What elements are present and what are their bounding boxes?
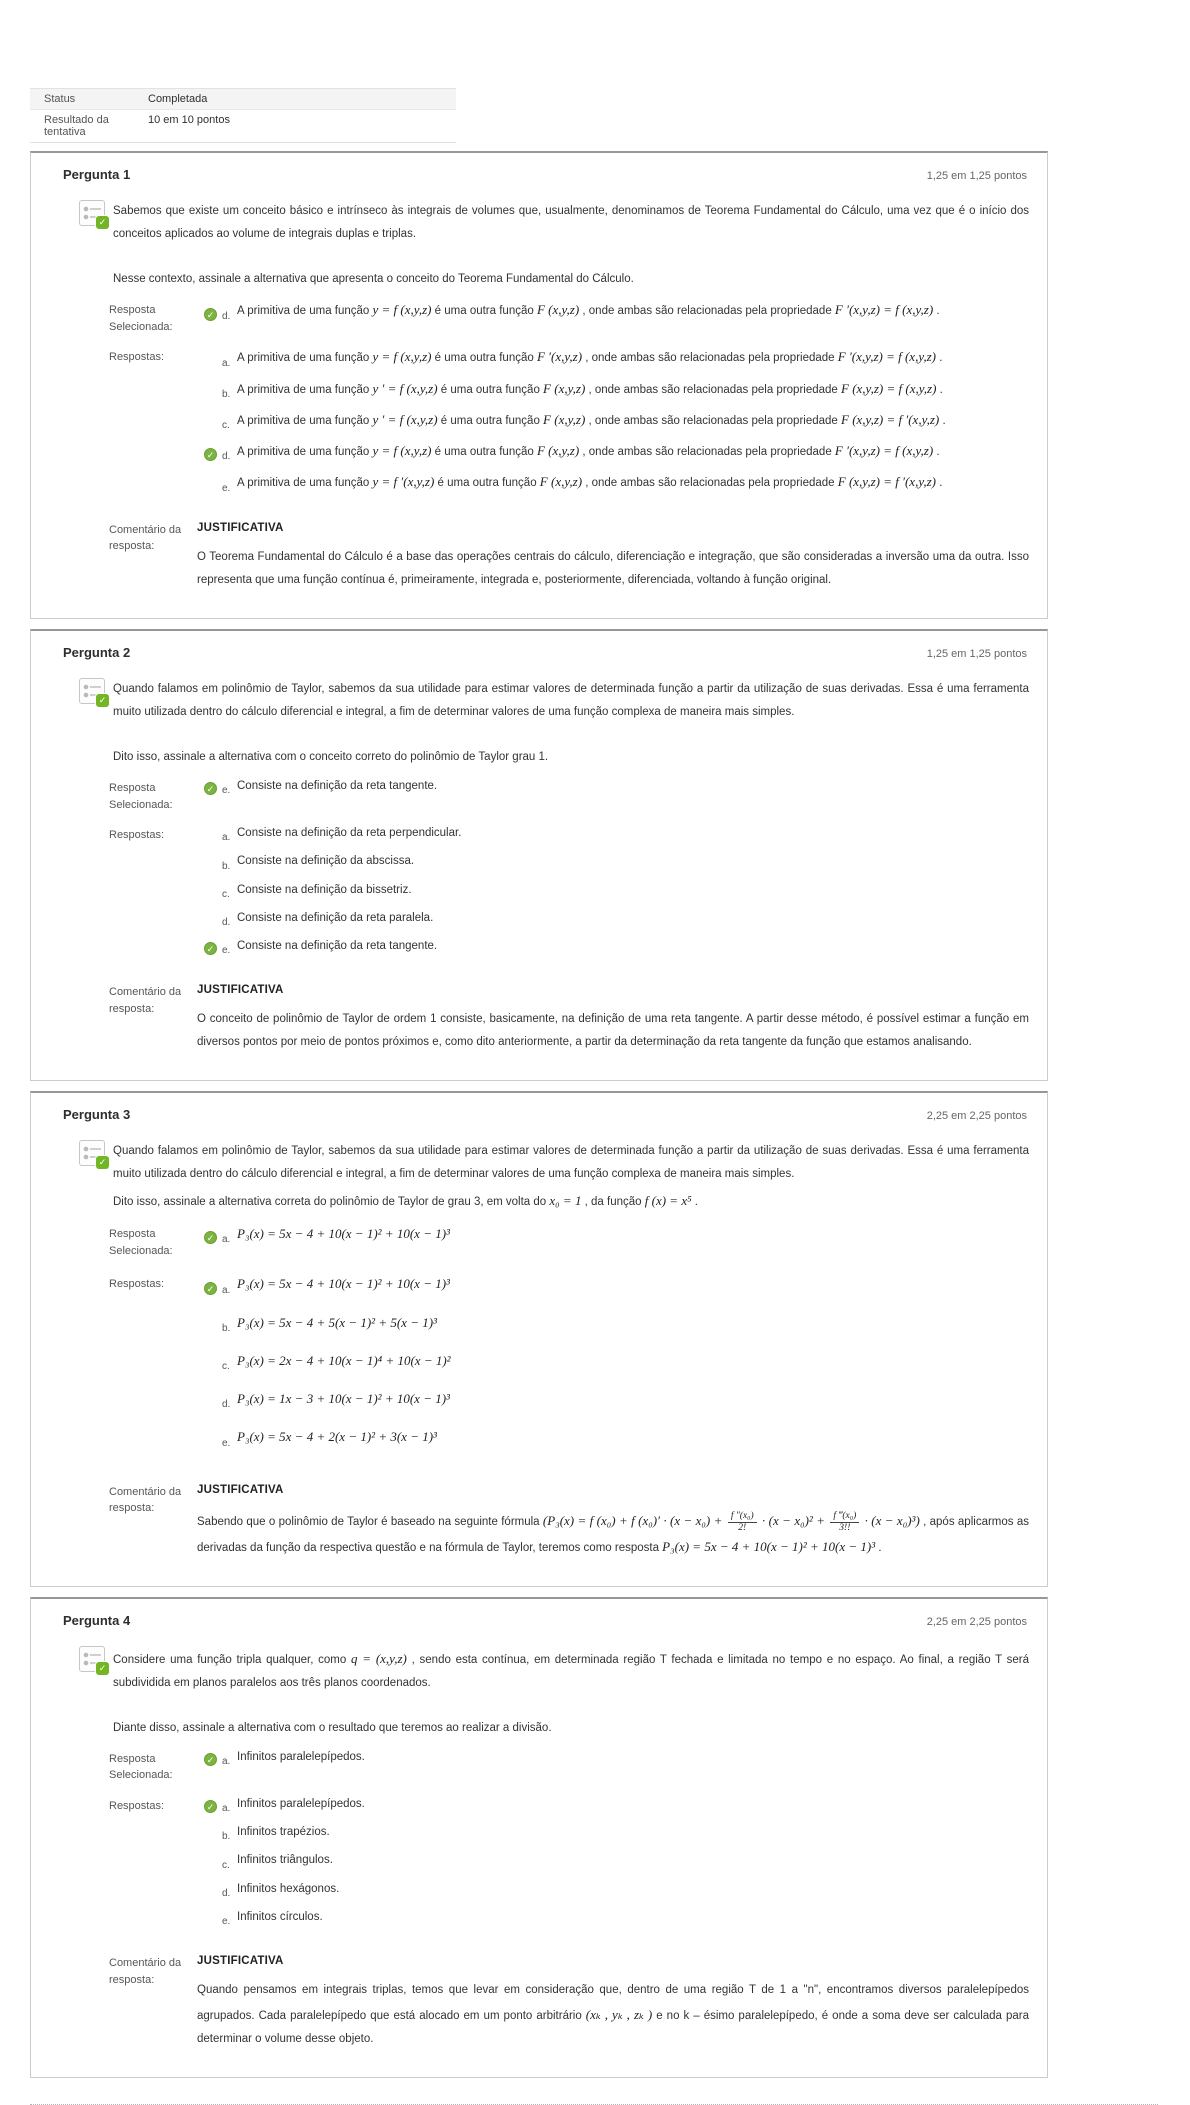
text-segment: A primitiva de uma função: [237, 477, 373, 490]
question-prompt-text: [113, 200, 1029, 246]
text-segment: O conceito de polinômio de Taylor de ordem 1 consiste, basicamente, na definição de uma reta tangente. A partir desse método, é possível estimar a função em diversos pontos por meio de pontos próximos e, como dito anteriormente, a partir da determinação da reta tangente da função que estamos analisando.: [197, 1013, 1029, 1049]
option-text: [237, 825, 1029, 843]
option-letter: a.: [222, 1803, 231, 1815]
text-segment: é uma outra função: [431, 305, 537, 318]
selected-answer-row: [109, 1749, 1029, 1784]
question-prompt-row: [79, 1138, 1029, 1212]
option-text: [237, 1749, 1029, 1767]
selected-answer-label: Resposta Selecionada:: [109, 1752, 173, 1782]
math-expression: · (x − x₀)² +: [758, 1512, 829, 1528]
answer-options: [197, 1796, 1029, 1937]
option-letter: d.: [222, 917, 231, 929]
answer-options-row: [109, 347, 1029, 503]
answer-options-row: [109, 825, 1029, 966]
text-segment: Consiste na definição da reta paralela.: [237, 911, 434, 924]
option-check-slot: [197, 1231, 222, 1245]
question-prompt-row: [79, 1644, 1029, 1737]
answer-options-row: [109, 1274, 1029, 1465]
option-text: [237, 1427, 1029, 1448]
text-segment: A primitiva de uma função: [237, 305, 373, 318]
option-row: [197, 1313, 1029, 1334]
answer-options: [197, 825, 1029, 966]
math-expression: F ′(x,y,z) = f (x,y,z): [834, 443, 934, 459]
attempt-result-label: Resultado da tentativa: [44, 114, 109, 138]
answer-options-row: [109, 1796, 1029, 1937]
option-letter: a.: [222, 357, 231, 369]
question-body: [31, 192, 1047, 618]
option-text: [237, 1909, 1029, 1927]
text-segment: Sabemos que existe um conceito básico e intrínseco às integrais de volumes que, usualmente, denominamos de Teorema Fundamental do Cálculo, uma vez que é o início dos conceitos aplicados ao volume de integrais duplas e triplas.: [113, 205, 1029, 240]
text-segment: .: [939, 414, 946, 427]
option-text: [237, 441, 1029, 462]
selected-answer-row: [109, 300, 1029, 335]
justification-text: [197, 546, 1029, 592]
option-row: [197, 1427, 1029, 1448]
text-segment: Infinitos paralelepípedos.: [237, 1797, 365, 1810]
option-letter: a.: [222, 1234, 231, 1246]
selected-answer-row: [109, 1224, 1029, 1262]
multiple-choice-question-icon: [79, 1646, 105, 1672]
text-segment: Consiste na definição da reta tangente.: [237, 940, 438, 953]
text-segment: , após aplicarmos as derivadas da função da respectiva questão e na fórmula de Taylor, teremos como resposta: [197, 1515, 1029, 1554]
question-instruction: [113, 270, 1029, 288]
text-segment: Sabendo que o polinômio de Taylor é baseado na seguinte fórmula: [197, 1515, 543, 1528]
correct-check-icon: ✓: [204, 782, 217, 795]
option-letter: e.: [222, 1437, 231, 1449]
math-expression: P₃(x) = 5x − 4 + 10(x − 1)² + 10(x − 1)³: [237, 1226, 450, 1242]
option-check-slot: [197, 430, 222, 431]
text-segment: , onde ambas são relacionadas pela propriedade: [582, 477, 838, 490]
math-expression: · (x − x₀)³): [861, 1512, 920, 1528]
text-segment: Consiste na definição da bissetriz.: [237, 883, 412, 896]
option-text: [237, 853, 1029, 871]
question-instruction: [113, 1719, 1029, 1737]
justification-title: JUSTIFICATIVA: [197, 521, 284, 534]
correct-check-icon: ✓: [204, 448, 217, 461]
text-segment: , onde ambas são relacionadas pela propriedade: [579, 305, 835, 318]
option-row: [197, 347, 1029, 368]
math-expression: q = (x,y,z): [351, 1650, 407, 1666]
text-segment: e no k – ésimo paralelepípedo, é onde a soma deve ser calculada para determinar o volume desse objeto.: [197, 2010, 1029, 2046]
option-check-slot: [197, 871, 222, 872]
option-text: [237, 1796, 1029, 1814]
answers-section: [79, 1224, 1029, 1560]
option-text: [237, 910, 1029, 928]
selected-answer-label: Resposta Selecionada:: [109, 1228, 173, 1257]
text-segment: .: [936, 352, 943, 365]
option-check-slot: [197, 1753, 222, 1767]
text-segment: , onde ambas são relacionadas pela propriedade: [585, 383, 842, 396]
question-prompt-row: [79, 198, 1029, 288]
math-expression: P₃(x) = 1x − 3 + 10(x − 1)² + 10(x − 1)³: [237, 1391, 450, 1407]
text-segment: .: [933, 305, 940, 318]
option-letter: a.: [222, 1756, 231, 1768]
math-expression: F (x,y,z) = f ′(x,y,z): [841, 411, 940, 427]
answer-options: [197, 1274, 1029, 1465]
selected-answer: [197, 1749, 1029, 1784]
question-points: 2,25 em 2,25 pontos: [926, 1615, 1027, 1628]
option-letter: c.: [222, 888, 230, 900]
status-row: [30, 89, 456, 110]
multiple-choice-question-icon: [79, 1140, 105, 1166]
option-text: [237, 1313, 1029, 1334]
answer-options-label: Respostas:: [109, 351, 165, 364]
option-row: [197, 410, 1029, 431]
text-segment: Infinitos triângulos.: [237, 1854, 333, 1867]
justification-title: JUSTIFICATIVA: [197, 1955, 284, 1968]
fraction-numerator: f ″(x₀): [728, 1511, 757, 1523]
text-segment: Infinitos paralelepípedos.: [237, 1750, 365, 1763]
question-title: Pergunta 1: [63, 167, 131, 182]
response-comment-content: [197, 1482, 1029, 1560]
option-row: [197, 1274, 1029, 1295]
answers-section: [79, 300, 1029, 591]
math-expression: F (x,y,z) = f ′(x,y,z): [837, 474, 937, 490]
option-check-slot: [197, 1371, 222, 1372]
option-text: [237, 938, 1029, 956]
option-letter: b.: [222, 1322, 231, 1334]
selected-answer-row: [109, 778, 1029, 813]
question-prompt-text: [113, 1646, 1029, 1695]
question-prompt: [105, 1138, 1029, 1212]
response-comment-content: [197, 982, 1029, 1054]
option-row: [197, 1749, 1029, 1767]
option-letter: d.: [222, 310, 231, 322]
option-check-slot: [197, 1870, 222, 1871]
text-segment: , onde ambas são relacionadas pela propriedade: [585, 414, 842, 427]
correct-badge-icon: ✓: [96, 694, 109, 707]
justification-text: [197, 1979, 1029, 2051]
text-segment: Quando falamos em polinômio de Taylor, sabemos da sua utilidade para estimar valores de determinada função a partir da utilização de suas derivadas. Essa é uma ferramenta muito utilizada dentro do cálculo diferencial e integral, a fim de determinar valores de uma função complexa de maneira mais simples.: [113, 1145, 1029, 1181]
correct-check-icon: ✓: [204, 308, 217, 321]
text-segment: O Teorema Fundamental do Cálculo é a base das operações centrais do cálculo, diferenciação e integração, que são consideradas a inversão uma da outra. Isso representa que uma função contínua é, primeiramente, integrada e, posteriormente, diferenciada, voltando à função original.: [197, 550, 1029, 586]
text-segment: A primitiva de uma função: [237, 352, 373, 365]
option-check-slot: [197, 399, 222, 400]
option-text: [237, 1274, 1029, 1295]
question-prompt-row: [79, 676, 1029, 766]
text-segment: , sendo esta contínua, em determinada região T fechada e limitada no tempo e no espaço. Ao final, a região T será subdividida em planos paralelos aos três planos coordenados.: [113, 1653, 1030, 1689]
status-value: Completada: [148, 93, 208, 105]
justification-text: [197, 1008, 1029, 1054]
question-header: [31, 153, 1047, 192]
math-expression: P₃(x) = 5x − 4 + 5(x − 1)² + 5(x − 1)³: [237, 1314, 437, 1330]
answers-section: [79, 778, 1029, 1054]
option-letter: c.: [222, 1361, 230, 1373]
status-label: Status: [44, 93, 76, 105]
math-expression: F (x,y,z): [543, 411, 586, 427]
response-comment-row: [109, 1482, 1029, 1560]
option-letter: e.: [222, 785, 231, 797]
option-letter: e.: [222, 945, 231, 957]
math-expression: y = f (x,y,z): [372, 443, 432, 459]
question-header: [31, 631, 1047, 670]
option-text: [237, 1881, 1029, 1899]
response-comment-label: Comentário da resposta:: [109, 1957, 182, 1986]
correct-check-icon: ✓: [204, 1282, 217, 1295]
question-header: [31, 1093, 1047, 1132]
option-check-slot: [197, 1282, 222, 1296]
math-expression: P₃(x) = 2x − 4 + 10(x − 1)⁴ + 10(x − 1)²: [237, 1352, 451, 1368]
option-row: [197, 472, 1029, 493]
question-prompt-text: [113, 678, 1029, 724]
fraction-denominator: 2!: [738, 1523, 747, 1534]
math-expression: y ′ = f (x,y,z): [372, 411, 438, 427]
text-segment: Dito isso, assinale a alternativa com o conceito correto do polinômio de Taylor grau 1.: [113, 750, 549, 763]
questions-list: [30, 151, 1048, 2078]
option-check-slot: [197, 1898, 222, 1899]
option-row: [197, 910, 1029, 928]
question-card: [30, 1597, 1048, 2079]
response-comment-content: [197, 1953, 1029, 2051]
question-prompt-text: [113, 1140, 1029, 1186]
justification-title: JUSTIFICATIVA: [197, 984, 284, 997]
option-row: [197, 1852, 1029, 1870]
option-row: [197, 379, 1029, 400]
text-segment: , onde ambas são relacionadas pela propriedade: [579, 446, 835, 459]
option-letter: e.: [222, 482, 231, 494]
math-expression: P₃(x) = 5x − 4 + 10(x − 1)² + 10(x − 1)³: [662, 1538, 876, 1554]
text-segment: é uma outra função: [437, 414, 544, 427]
option-check-slot: [197, 1409, 222, 1410]
option-text: [237, 882, 1029, 900]
question-prompt: [105, 676, 1029, 766]
answer-options-label: Respostas:: [109, 1278, 165, 1291]
question-card: [30, 629, 1048, 1082]
selected-answer: [197, 300, 1029, 335]
option-check-slot: [197, 1333, 222, 1334]
attempt-result-row: [30, 110, 456, 142]
math-expression: F ′(x,y,z) = f (x,y,z): [837, 349, 937, 365]
question-body: [31, 1638, 1047, 2078]
math-expression: P₃(x) = 5x − 4 + 10(x − 1)² + 10(x − 1)³: [237, 1276, 450, 1292]
question-instruction: [113, 748, 1029, 766]
fraction: [830, 1511, 859, 1534]
option-text: [237, 778, 1029, 796]
option-text: [237, 472, 1029, 493]
text-segment: A primitiva de uma função: [237, 446, 373, 459]
attempt-result-value: 10 em 10 pontos: [148, 114, 230, 126]
option-text: [237, 1824, 1029, 1842]
option-text: [237, 1351, 1029, 1372]
option-row: [197, 1351, 1029, 1372]
text-segment: Consiste na definição da abscissa.: [237, 855, 415, 868]
option-row: [197, 441, 1029, 462]
option-text: [237, 410, 1029, 431]
option-row: [197, 300, 1029, 321]
option-row: [197, 825, 1029, 843]
option-row: [197, 853, 1029, 871]
math-expression: F (x,y,z): [536, 443, 580, 459]
text-segment: Infinitos círculos.: [237, 1910, 323, 1923]
correct-check-icon: ✓: [204, 1231, 217, 1244]
multiple-choice-question-icon: [79, 678, 105, 704]
text-segment: Quando falamos em polinômio de Taylor, sabemos da sua utilidade para estimar valores de determinada função a partir da utilização de suas derivadas. Essa é uma ferramenta muito utilizada dentro do cálculo diferencial e integral, a fim de determinar valores de uma função complexa de maneira mais simples.: [113, 682, 1029, 718]
math-expression: x₀ = 1: [549, 1193, 582, 1209]
multiple-choice-question-icon: [79, 200, 105, 226]
fraction-numerator: f ‴(x₀): [830, 1511, 859, 1523]
text-segment: .: [933, 446, 940, 459]
option-row: [197, 938, 1029, 956]
option-check-slot: [197, 1841, 222, 1842]
selected-answer: [197, 1224, 1029, 1262]
justification-title: JUSTIFICATIVA: [197, 1483, 284, 1496]
text-segment: Consiste na definição da reta perpendicular.: [237, 827, 462, 840]
selected-answer-label: Resposta Selecionada:: [109, 782, 173, 811]
option-letter: d.: [222, 451, 231, 463]
text-segment: Nesse contexto, assinale a alternativa que apresenta o conceito do Teorema Fundamental do Cálculo.: [113, 273, 634, 285]
question-title: Pergunta 2: [63, 644, 131, 660]
response-comment-row: [109, 520, 1029, 592]
option-check-slot: [197, 1800, 222, 1814]
response-comment-row: [109, 1953, 1029, 2051]
math-expression: f (x) = x⁵: [644, 1193, 692, 1209]
question-card: [30, 151, 1048, 619]
option-check-slot: [197, 493, 222, 494]
text-segment: .: [936, 477, 943, 490]
option-letter: d.: [222, 1399, 231, 1411]
math-expression: F ′(x,y,z): [536, 349, 583, 365]
text-segment: , da função: [581, 1196, 645, 1209]
option-check-slot: [197, 368, 222, 369]
response-comment-row: [109, 982, 1029, 1054]
option-letter: c.: [222, 420, 230, 432]
option-row: [197, 1909, 1029, 1927]
option-letter: d.: [222, 1887, 231, 1899]
question-points: 2,25 em 2,25 pontos: [926, 1110, 1027, 1123]
option-row: [197, 1881, 1029, 1899]
option-check-slot: [197, 927, 222, 928]
option-check-slot: [197, 308, 222, 322]
question-title: Pergunta 3: [63, 1107, 131, 1123]
math-expression: (P₃(x) = f (x₀) + f (x₀)′ · (x − x₀) +: [542, 1512, 726, 1528]
fraction: [728, 1511, 757, 1534]
text-segment: Dito isso, assinale a alternativa correta do polinômio de Taylor de grau 3, em volta do: [113, 1196, 550, 1209]
question-title: Pergunta 4: [63, 1612, 131, 1628]
correct-badge-icon: ✓: [96, 1156, 109, 1169]
text-segment: é uma outra função: [431, 446, 537, 459]
text-segment: Consiste na definição da reta tangente.: [237, 780, 438, 793]
selected-answer-label: Resposta Selecionada:: [109, 304, 173, 333]
justification-text: [197, 1508, 1029, 1560]
answers-section: [79, 1749, 1029, 2051]
option-text: [237, 347, 1029, 368]
correct-badge-icon: ✓: [96, 1662, 109, 1675]
text-segment: Infinitos hexágonos.: [237, 1882, 340, 1895]
answer-options-label: Respostas:: [109, 1799, 165, 1812]
option-row: [197, 1824, 1029, 1842]
option-letter: a.: [222, 832, 231, 844]
option-letter: b.: [222, 860, 231, 872]
correct-check-icon: ✓: [204, 1753, 217, 1766]
option-text: [237, 1389, 1029, 1410]
text-segment: Infinitos trapézios.: [237, 1826, 330, 1839]
question-instruction: [113, 1191, 1029, 1212]
answer-options-label: Respostas:: [109, 829, 165, 842]
option-check-slot: [197, 842, 222, 843]
option-check-slot: [197, 899, 222, 900]
question-card: [30, 1091, 1048, 1586]
math-expression: F (x,y,z): [543, 380, 586, 396]
math-expression: F (x,y,z) = f (x,y,z): [841, 380, 937, 396]
option-letter: a.: [222, 1284, 231, 1296]
response-comment-label: Comentário da resposta:: [109, 523, 182, 553]
math-expression: F (x,y,z): [536, 302, 580, 318]
question-prompt: [105, 198, 1029, 288]
question-body: [31, 670, 1047, 1081]
option-row: [197, 778, 1029, 796]
response-comment-label: Comentário da resposta:: [109, 1485, 182, 1515]
correct-badge-icon: ✓: [96, 216, 109, 229]
question-points: 1,25 em 1,25 pontos: [926, 170, 1027, 182]
option-check-slot: [197, 1448, 222, 1449]
option-letter: b.: [222, 1831, 231, 1843]
math-expression: y ′ = f (x,y,z): [372, 380, 438, 396]
question-header: [31, 1599, 1047, 1638]
option-check-slot: [197, 1926, 222, 1927]
option-text: [237, 379, 1029, 400]
option-text: [237, 1852, 1029, 1870]
text-segment: A primitiva de uma função: [237, 414, 373, 427]
math-expression: P₃(x) = 5x − 4 + 2(x − 1)² + 3(x − 1)³: [237, 1429, 437, 1445]
text-segment: .: [875, 1541, 882, 1554]
text-segment: , onde ambas são relacionadas pela propriedade: [582, 352, 838, 365]
correct-check-icon: ✓: [204, 1800, 217, 1813]
response-comment-content: [197, 520, 1029, 592]
option-check-slot: [197, 448, 222, 462]
text-segment: Quando pensamos em integrais triplas, temos que levar em consideração que, dentro de uma região T de 1 a "n", encontramos diversos paralelepípedos agrupados. Cada paralelepípedo que está alocado em um ponto arbitrário: [197, 1984, 1029, 2023]
math-expression: F (x,y,z): [539, 474, 583, 490]
selected-answer: [197, 778, 1029, 813]
option-letter: b.: [222, 388, 231, 400]
text-segment: .: [936, 383, 943, 396]
option-text: [237, 300, 1029, 321]
option-check-slot: [197, 942, 222, 956]
math-expression: y = f (x,y,z): [372, 349, 432, 365]
text-segment: Considere uma função tripla qualquer, como: [113, 1653, 352, 1666]
option-check-slot: [197, 782, 222, 796]
text-segment: é uma outra função: [437, 383, 544, 396]
option-text: [237, 1224, 1029, 1245]
option-row: [197, 1389, 1029, 1410]
text-segment: A primitiva de uma função: [237, 383, 373, 396]
text-segment: .: [691, 1196, 698, 1209]
option-letter: e.: [222, 1916, 231, 1928]
text-segment: Diante disso, assinale a alternativa com o resultado que teremos ao realizar a divisão.: [113, 1721, 552, 1734]
question-body: [31, 1132, 1047, 1585]
math-expression: (xₖ , yₖ , zₖ ): [585, 2007, 653, 2023]
text-segment: é uma outra função: [434, 477, 540, 490]
question-prompt: [105, 1644, 1029, 1737]
attempt-status-table: [30, 88, 456, 143]
answer-options: [197, 347, 1029, 503]
math-expression: F ′(x,y,z) = f (x,y,z): [834, 302, 934, 318]
option-row: [197, 882, 1029, 900]
question-points: 1,25 em 1,25 pontos: [926, 647, 1027, 660]
option-row: [197, 1796, 1029, 1814]
option-row: [197, 1224, 1029, 1245]
math-expression: y = f (x,y,z): [372, 302, 432, 318]
math-expression: y = f ′(x,y,z): [372, 474, 435, 490]
fraction-denominator: 3!!: [839, 1523, 851, 1534]
response-comment-label: Comentário da resposta:: [109, 986, 182, 1015]
correct-check-icon: ✓: [204, 942, 217, 955]
option-letter: c.: [222, 1859, 230, 1871]
text-segment: é uma outra função: [431, 352, 537, 365]
